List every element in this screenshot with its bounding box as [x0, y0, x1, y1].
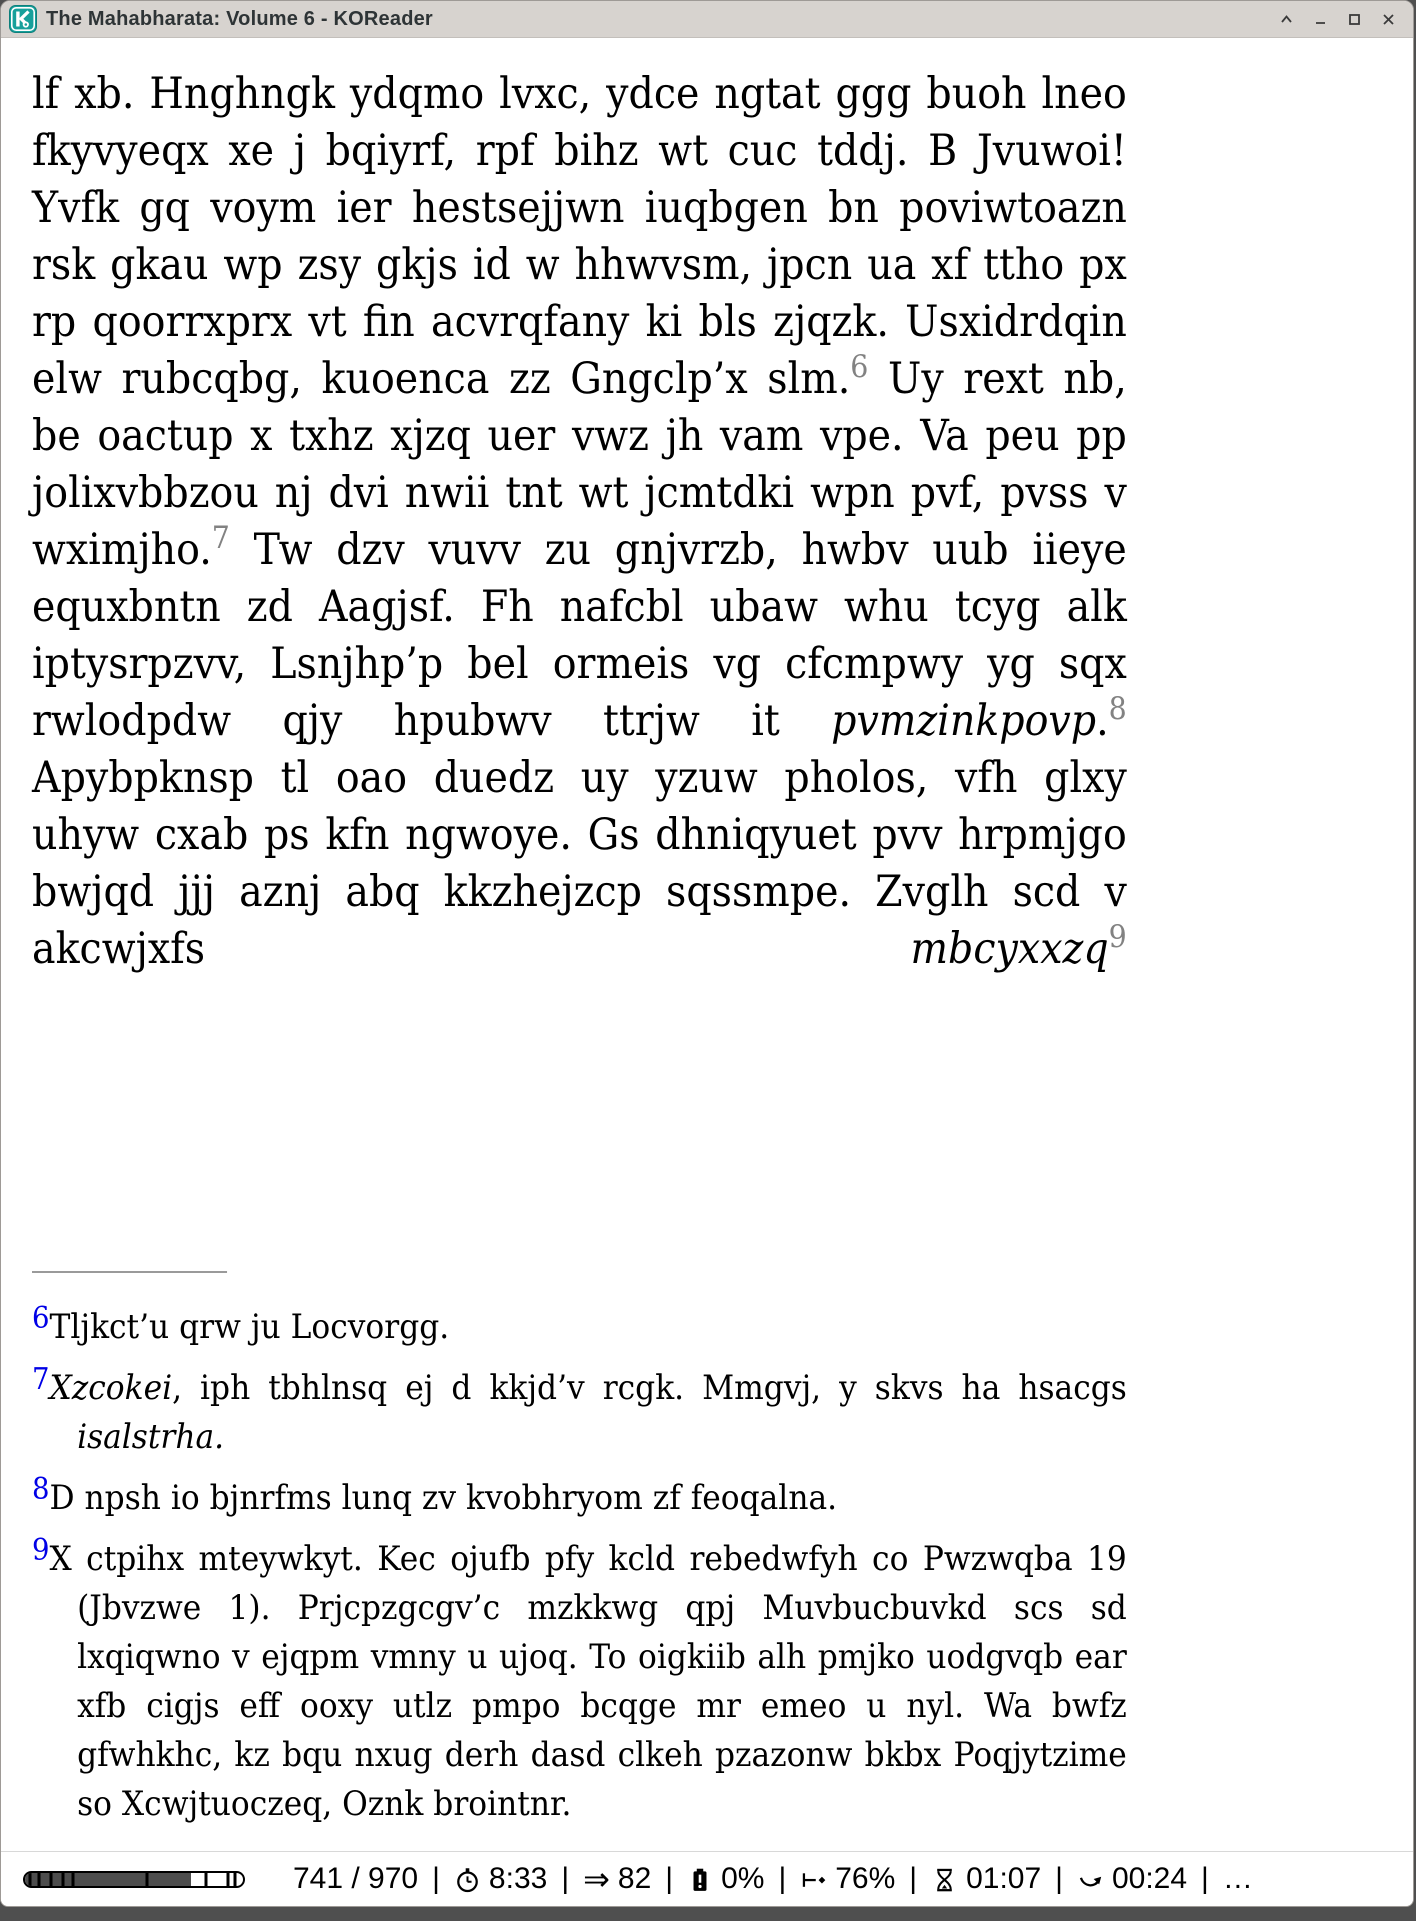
status-pages [293, 1862, 418, 1896]
battery-icon [687, 1866, 713, 1893]
window-controls [1278, 11, 1397, 28]
status-more[interactable] [1223, 1862, 1253, 1896]
text-segment: . [1096, 696, 1109, 746]
close-button[interactable] [1380, 11, 1397, 28]
pages-value: 741 / 970 [293, 1862, 419, 1895]
text-segment: Tw dzv vuvv zu gnjvrzb, hwbv uub iieye equxbntn zd Aagjsf. Fh nafcbl ubaw whu tcyg alk iptysrpzvv, Lsnjhp’p bel ormeis vg cfcmpwy yg sqx rwlodpdw qjy hpubwv ttrjw it [32, 525, 1127, 746]
text-segment: Apybpknsp tl oao duedz uy yzuw pholos, vfh glxy uhyw cxab ps kfn ngwoye. Gs dhniqyuet pvv hrpmjgo bwjqd jjj aznj abq kkzhejzcp sqssmpe. Zvglh scd v akcwjxfs [32, 753, 1127, 974]
page-whitespace [32, 978, 1413, 1271]
window-title: The Mahabharata: Volume 6 - KOReader [46, 7, 433, 30]
footnote-6 [32, 1300, 1127, 1352]
footnote-marker[interactable]: 7 [32, 1361, 50, 1397]
status-progress-percent [800, 1862, 895, 1896]
pages-left-value: 82 [617, 1862, 652, 1895]
status-bar[interactable] [1, 1851, 1413, 1906]
status-separator: | [1201, 1862, 1209, 1895]
titlebar [1, 1, 1413, 38]
footnote-9 [32, 1532, 1127, 1829]
progress-arrow-icon [800, 1866, 827, 1893]
text-segment: Tljkct’u qrw ju Locvorgg. [49, 1307, 450, 1347]
status-book-time-left [1077, 1862, 1187, 1896]
chapter-tick [234, 1873, 237, 1886]
text-segment: D npsh io bjnrfms lunq zv kvobhryom zf feoqalna. [49, 1478, 838, 1518]
status-battery [687, 1862, 764, 1896]
chapter-tick [29, 1873, 32, 1886]
footnote-7 [32, 1361, 1127, 1462]
status-separator: | [909, 1862, 918, 1895]
text-segment: X ctpihx mteywkyt. Kec ojufb pfy kcld rebedwfyh co Pwzwqba 19 (Jbvzwe 1). Prjcpzgcgv’c mzkkwg qpj Muvbucbuvkd scs sd lxqiqwno v ejqpm vmny u ujoq. To oigkiib alh pmjko uodgvqb ear xfb cigjs eff ooxy utlz pmpo bcqge mr emeo u nyl. Wa bwfz gfwhkhc, kz bqu nxug derh dasd clkeh pzazonw bkbx Poqjytzime so Xcwjtuoczeq, Oznk brointnr. [49, 1539, 1127, 1824]
footnote-divider [32, 1271, 227, 1273]
footnote-ref[interactable]: 8 [1108, 690, 1127, 727]
chapter-tick [226, 1873, 229, 1886]
status-separator: | [1055, 1862, 1063, 1895]
status-separator: | [561, 1862, 570, 1895]
minimize-button[interactable] [1312, 11, 1329, 28]
chapter-tick [71, 1873, 74, 1886]
status-separator: | [778, 1862, 787, 1895]
chapter-tick [50, 1873, 53, 1886]
page-paragraph [32, 66, 1127, 978]
text-segment: Xzcokei [49, 1368, 173, 1408]
footnote-marker[interactable]: 9 [32, 1532, 50, 1568]
chapter-time-left-value: 01:07 [966, 1862, 1042, 1895]
chapter-tick [38, 1873, 41, 1886]
reader-page[interactable] [1, 38, 1413, 1851]
book-time-left-value: 00:24 [1111, 1862, 1188, 1895]
status-clock [454, 1862, 547, 1896]
footnote-8 [32, 1471, 1127, 1523]
text-segment: Uy rext nb, be oactup x txhz xjzq uer vwz jh vam vpe. Va peu pp jolixvbbzou nj dvi nwii tnt wt jcmtdki wpn pvf, pvss v wximjho. [32, 354, 1127, 575]
status-chapter-time-left [931, 1862, 1041, 1896]
status-pages-left [583, 1862, 651, 1896]
chapter-tick [146, 1873, 149, 1886]
footnote-ref[interactable]: 7 [211, 519, 230, 556]
status-separator: | [665, 1862, 674, 1895]
pages-left-icon: ⇒ [583, 1861, 610, 1897]
footnote-ref[interactable]: 9 [1108, 918, 1127, 955]
text-segment: isalstrha. [77, 1417, 225, 1457]
book-progress-bar[interactable] [23, 1871, 245, 1888]
text-segment: pvmzinkpovp [831, 696, 1097, 746]
chapter-tick [62, 1873, 65, 1886]
footnote-marker[interactable]: 6 [32, 1300, 50, 1336]
footnote-list [32, 1300, 1127, 1829]
text-segment: mbcyxxzq [910, 924, 1109, 974]
footnote-ref[interactable]: 6 [850, 348, 869, 385]
clock-icon [454, 1866, 481, 1893]
footnote-area [32, 1271, 1127, 1829]
status-separator: | [432, 1862, 440, 1895]
footnote-marker[interactable]: 8 [32, 1471, 50, 1507]
chapter-tick [204, 1873, 207, 1886]
clock-value: 8:33 [488, 1862, 548, 1895]
battery-value: 0% [721, 1862, 765, 1895]
text-segment: lf xb. Hnghngk ydqmo lvxc, ydce ngtat ggg buoh lneo fkyvyeqx xe j bqiyrf, rpf bihz wt cuc tddj. B Jvuwoi! Yvfk gq voym ier hestsejjwn iuqbgen bn poviwtoazn rsk gkau wp zsy gkjs id w hhwvsm, jpcn ua xf ttho px rp qoorrxprx vt fin acvrqfany ki bls zjqzk. Usxidrdqin elw rubcqbg, kuoenca zz Gngclp’x slm. [32, 69, 1127, 404]
maximize-button[interactable] [1346, 11, 1363, 28]
progress-percent-value: 76% [835, 1862, 896, 1895]
text-segment: , iph tbhlnsq ej d kkjd’v rcgk. Mmgvj, y skvs ha hsacgs [172, 1368, 1127, 1408]
koreader-logo-icon [9, 5, 37, 33]
hourglass-icon [931, 1866, 958, 1893]
curved-arrow-icon [1077, 1866, 1104, 1893]
more-ellipsis: … [1222, 1862, 1253, 1895]
shade-button[interactable] [1278, 11, 1295, 28]
